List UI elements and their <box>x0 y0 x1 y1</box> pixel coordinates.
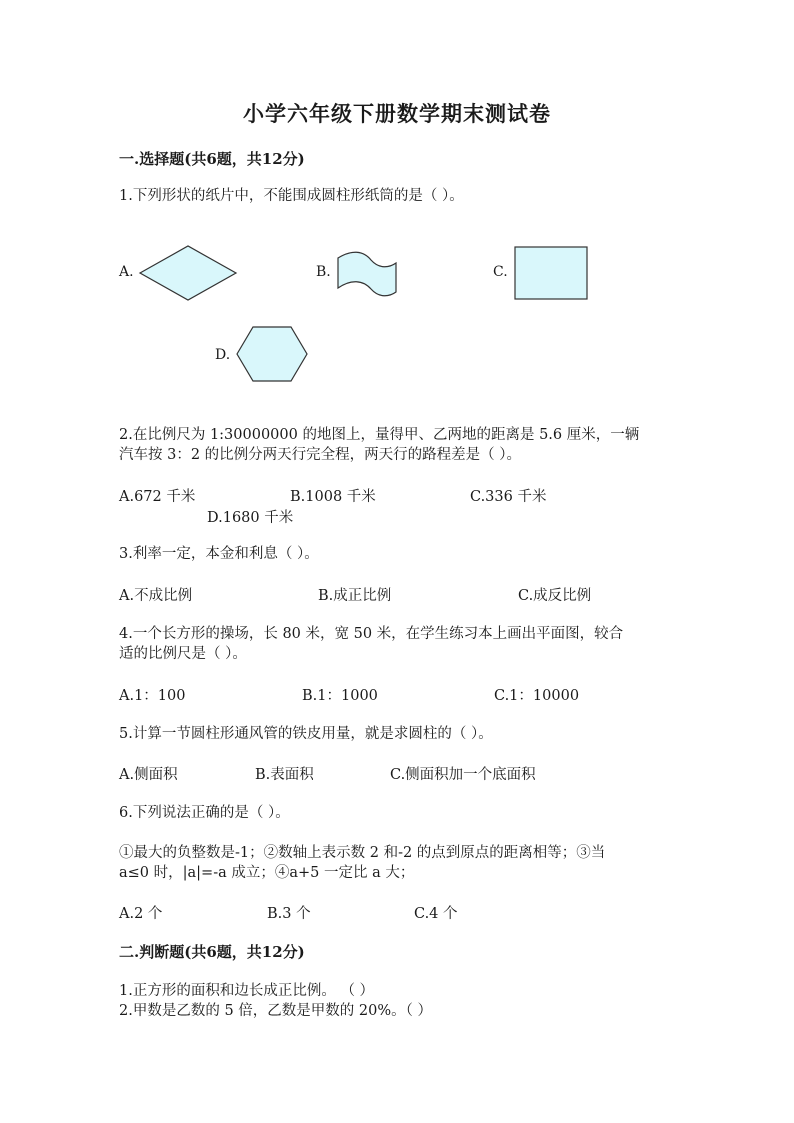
option-c-label: C. <box>493 264 508 280</box>
q3-option-b: B.成正比例 <box>318 588 392 604</box>
q2-option-a: A.672 千米 <box>119 489 196 505</box>
judge-question-2: 2.甲数是乙数的 5 倍，乙数是甲数的 20%。（ ） <box>119 1003 432 1019</box>
q5-option-b: B.表面积 <box>255 767 314 783</box>
q3-option-a: A.不成比例 <box>119 588 193 604</box>
q5-option-a: A.侧面积 <box>119 767 178 783</box>
rhombus-shape <box>138 244 238 302</box>
q3-option-c: C.成反比例 <box>518 588 592 604</box>
q5-option-c: C.侧面积加一个底面积 <box>390 767 536 783</box>
question-1-text: 1.下列形状的纸片中，不能围成圆柱形纸筒的是（ ）。 <box>119 188 464 204</box>
q6-option-c: C.4 个 <box>414 906 458 922</box>
question-3-text: 3.利率一定，本金和利息（ ）。 <box>119 546 319 562</box>
q4-option-b: B.1：1000 <box>302 688 378 704</box>
q6-option-b: B.3 个 <box>267 906 311 922</box>
option-b-label: B. <box>316 264 331 280</box>
question-6-line1: ①最大的负整数是-1；②数轴上表示数 2 和-2 的点到原点的距离相等；③当 <box>119 845 606 861</box>
option-a-label: A. <box>119 264 134 280</box>
question-4-line1: 4.一个长方形的操场，长 80 米，宽 50 米，在学生练习本上画出平面图，较合 <box>119 626 624 642</box>
question-6-text: 6.下列说法正确的是（ ）。 <box>119 805 290 821</box>
page-title: 小学六年级下册数学期末测试卷 <box>243 101 551 126</box>
question-2-line2: 汽车按 3：2 的比例分两天行完全程，两天行的路程差是（ ）。 <box>119 447 522 463</box>
q2-option-c: C.336 千米 <box>470 489 547 505</box>
section-heading-judge: 二.判断题(共6题，共12分) <box>119 943 305 961</box>
judge-question-1: 1.正方形的面积和边长成正比例。 （ ） <box>119 983 375 999</box>
wavy-rectangle-shape <box>335 252 399 298</box>
q2-option-d: D.1680 千米 <box>207 510 294 526</box>
q6-option-a: A.2 个 <box>119 906 163 922</box>
q4-option-a: A.1：100 <box>119 688 186 704</box>
rectangle-shape <box>514 246 588 300</box>
question-6-line2: a≤0 时，|a|=-a 成立；④a+5 一定比 a 大； <box>119 865 415 881</box>
section-heading-choice: 一.选择题(共6题，共12分) <box>119 150 305 168</box>
q4-option-c: C.1：10000 <box>494 688 580 704</box>
q2-option-b: B.1008 千米 <box>290 489 376 505</box>
question-5-text: 5.计算一节圆柱形通风管的铁皮用量，就是求圆柱的（ ）。 <box>119 726 493 742</box>
question-4-line2: 适的比例尺是（ ）。 <box>119 646 247 662</box>
hexagon-shape <box>235 325 309 383</box>
question-2-line1: 2.在比例尺为 1:30000000 的地图上，量得甲、乙两地的距离是 5.6 厘米，一辆 <box>119 427 640 443</box>
option-d-label: D. <box>215 347 231 363</box>
